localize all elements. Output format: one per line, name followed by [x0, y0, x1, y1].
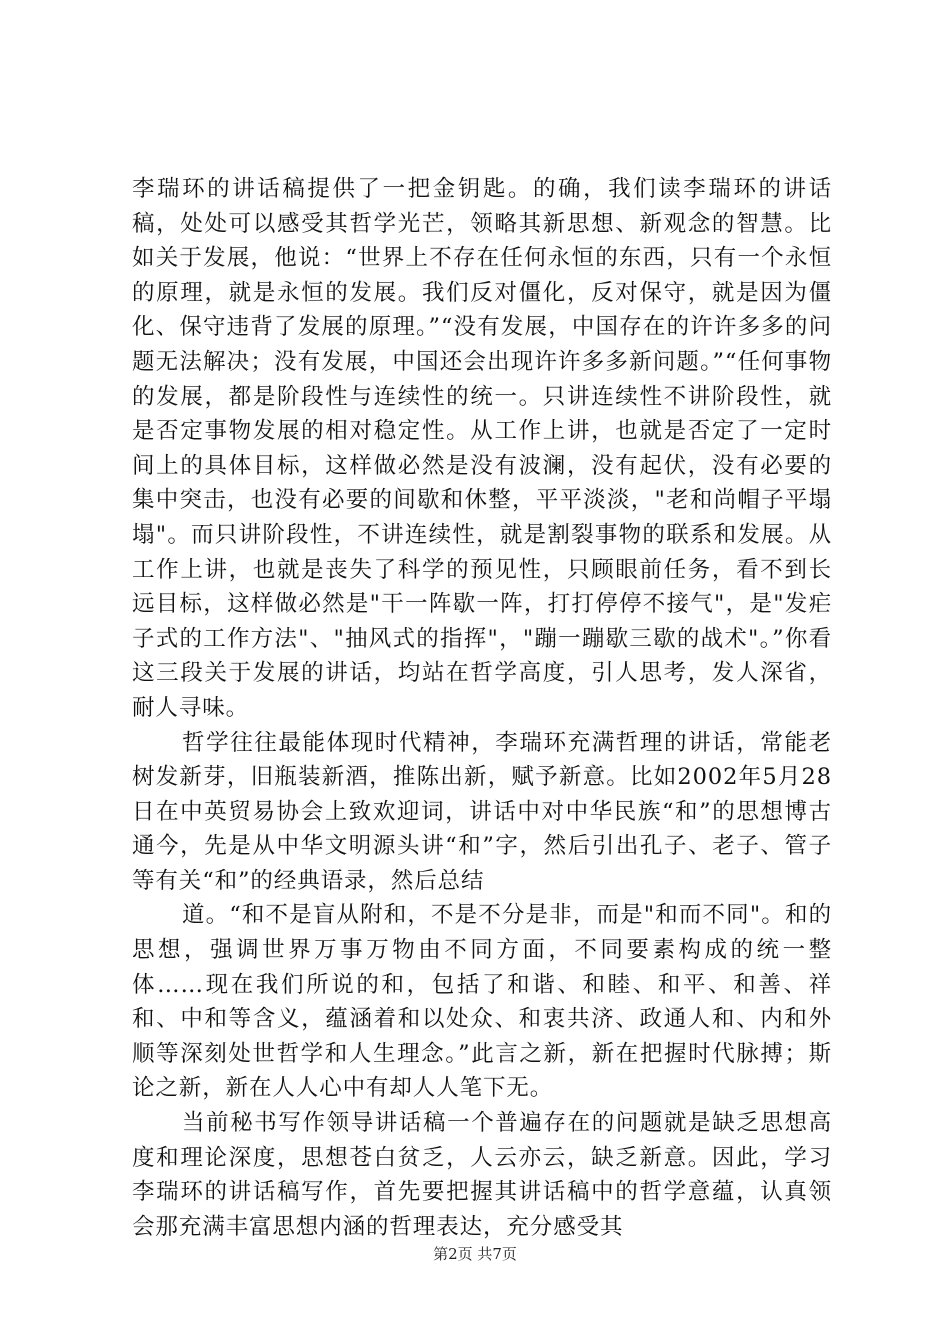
page-number-footer: 第2页 共7页 — [433, 1245, 517, 1263]
paragraph-2: 哲学往往最能体现时代精神，李瑞环充满哲理的讲话，常能老树发新芽，旧瓶装新酒，推陈出新，赋予新意。比如2002年5月28日在中英贸易协会上致欢迎词，讲话中对中华民族“和”的思想博古通今，先是从中华文明源头讲“和”字，然后引出孔子、老子、管子等有关“和”的经典语录，然后总结 — [132, 729, 832, 894]
paragraph-4: 当前秘书写作领导讲话稿一个普遍存在的问题就是缺乏思想高度和理论深度，思想苍白贫乏，人云亦云，缺乏新意。因此，学习李瑞环的讲话稿写作，首先要把握其讲话稿中的哲学意蕴，认真领会那充满丰富思想内涵的哲理表达，充分感受其 — [132, 1110, 832, 1240]
document-body — [132, 172, 832, 1244]
paragraph-1: 李瑞环的讲话稿提供了一把金钥匙。的确，我们读李瑞环的讲话稿，处处可以感受其哲学光芒，领略其新思想、新观念的智慧。比如关于发展，他说：“世界上不存在任何永恒的东西，只有一个永恒的原理，就是永恒的发展。我们反对僵化，反对保守，就是因为僵化、保守违背了发展的原理。”“没有发展，中国存在的许许多多的问题无法解决；没有发展，中国还会出现许许多多新问题。”“任何事物的发展，都是阶段性与连续性的统一。只讲连续性不讲阶段性，就是否定事物发展的相对稳定性。从工作上讲，也就是否定了一定时间上的具体目标，这样做必然是没有波澜，没有起伏，没有必要的集中突击，也没有必要的间歇和休整，平平淡淡，"老和尚帽子平塌塌"。而只讲阶段性，不讲连续性，就是割裂事物的联系和发展。从工作上讲，也就是丧失了科学的预见性，只顾眼前任务，看不到长远目标，这样做必然是"干一阵歇一阵，打打停停不接气"，是"发疟子式的工作方法"、"抽风式的指挥"，"蹦一蹦歇三歇的战术"。”你看这三段关于发展的讲话，均站在哲学高度，引人思考，发人深省，耐人寻味。 — [132, 176, 832, 721]
paragraph-3: 道。“和不是盲从附和，不是不分是非，而是"和而不同"。和的思想，强调世界万事万物由不同方面，不同要素构成的统一整体……现在我们所说的和，包括了和谐、和睦、和平、和善、祥和、中和等含义，蕴涵着和以处众、和衷共济、政通人和、内和外顺等深刻处世哲学和人生理念。”此言之新，新在把握时代脉搏；斯论之新，新在人人心中有却人人笔下无。 — [132, 902, 832, 1102]
